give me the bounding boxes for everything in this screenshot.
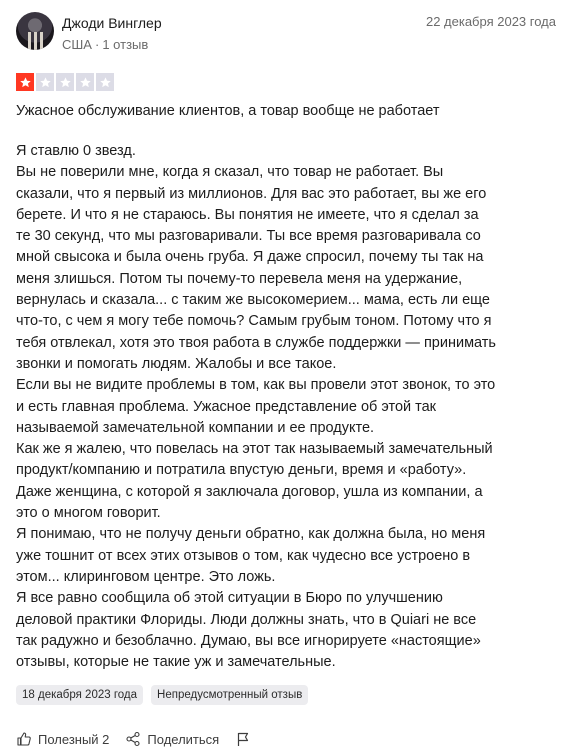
experience-date-badge: 18 декабря 2023 года	[16, 685, 143, 705]
avatar-detail	[28, 32, 31, 50]
useful-button[interactable]	[16, 731, 109, 747]
star-empty-icon	[36, 73, 54, 91]
review-tags	[16, 685, 556, 705]
share-icon	[125, 731, 141, 747]
meta-separator: ·	[94, 37, 100, 52]
review-actions	[16, 731, 556, 747]
review-card	[16, 12, 556, 747]
star-filled-icon	[16, 73, 34, 91]
useful-label: Полезный 2	[38, 731, 110, 747]
review-body: Я ставлю 0 звезд. Вы не поверили мне, когда я сказал, что товар не работает. Вы сказали, что я первый из миллионов. Для вас это работает, вы же его берете. И что я не стараюсь. Вы понятия не имеете, что я сделал за те 30 секунд, что мы разговаривали. Ты все время разговаривала со мной свысока и была очень груба. Я даже спросил, почему ты так на меня злишься. Потом ты почему-то перевела меня на удержание, вернулась и сказала... с таким же высокомерием... мама, есть ли еще что-то, с чем я могу тебе помочь? Самым грубым тоном. Потому что я тебя отвлекал, хотя это твоя работа в службе поддержки — принимать звонки и помогать людям. Жалобы и все такое. Если вы не видите проблемы в том, как вы провели этот звонок, то это и есть главная проблема. Ужасное представление об этой так называемой замечательной компании и ее продукте. Как же я жалею, что повелась на этот так называемый замечательный продукт/компанию и потратила впустую деньги, время и «работу». Даже женщина, с которой я заключала договор, ушла из компании, а это о многом говорит. Я понимаю, что не получу деньги обратно, как должна была, но меня уже тошнит от всех этих отзывов о том, как чудесно все устроено в этом... клиринговом центре. Это ложь. Я все равно сообщила об этой ситуации в Бюро по улучшению деловой практики Флориды. Люди должны знать, что в Quiari не все так радужно и безоблачно. Думаю, вы все игнорируете «настоящие» отзывы, которые не такие уж и замечательные.	[16, 143, 496, 671]
avatar[interactable]	[16, 12, 54, 50]
star-empty-icon	[96, 73, 114, 91]
avatar-detail	[34, 32, 37, 50]
reviewer-name[interactable]: Джоди Винглер	[62, 15, 162, 31]
thumbs-up-icon	[16, 731, 32, 747]
review-title[interactable]: Ужасное обслуживание клиентов, а товар вообще не работает	[16, 103, 440, 119]
unprompted-review-badge[interactable]: Непредусмотренный отзыв	[151, 685, 308, 705]
star-empty-icon	[76, 73, 94, 91]
reviewer-info	[62, 14, 426, 54]
avatar-detail	[40, 32, 43, 50]
share-label: Поделиться	[147, 731, 220, 747]
flag-icon	[235, 731, 251, 747]
reviewer-review-count: 1 отзыв	[102, 37, 149, 52]
star-empty-icon	[56, 73, 74, 91]
reviewer-meta	[62, 36, 426, 54]
review-date: 22 декабря 2023 года	[425, 14, 556, 29]
star-rating	[16, 73, 556, 91]
reviewer-country: США	[62, 37, 92, 52]
review-header	[16, 12, 556, 58]
share-button[interactable]	[125, 731, 219, 747]
report-button[interactable]	[235, 731, 257, 747]
